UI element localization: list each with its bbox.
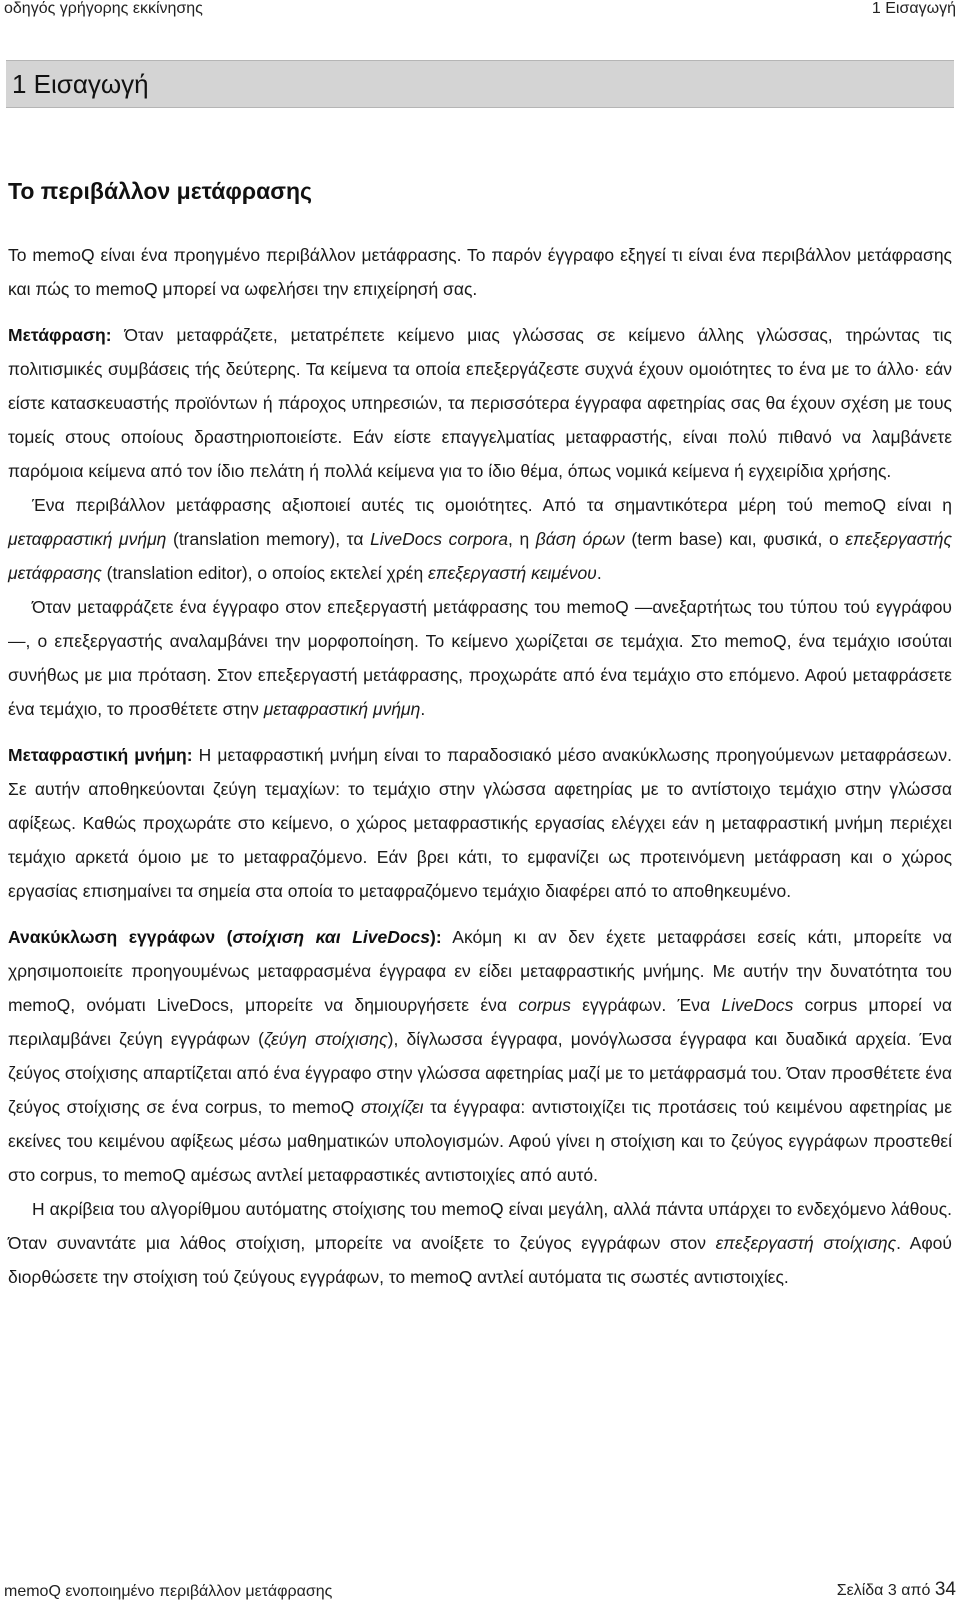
term-label: Μεταφραστική μνήμη:	[8, 745, 193, 765]
paragraph-editor: Όταν μεταφράζετε ένα έγγραφο στον επεξεργαστή μετάφρασης του memoQ —ανεξαρτήτως του τύπου τού εγγράφου—, ο επεξεργαστής αναλαμβάνει την μορφοποίηση. Το κείμενο χωρίζεται σε τεμάχια. Στο memoQ, ένα τεμάχιο ισούται συνήθως με μια πρόταση. Στον επεξεργαστή μετάφρασης, προχωράτε από ένα τεμάχιο στο επόμενο. Αφού μεταφράσετε ένα τεμάχιο, το προσθέτετε στην μεταφραστική μνήμη.	[8, 597, 952, 719]
page-header	[0, 0, 960, 24]
body-text	[8, 238, 952, 1294]
paragraph-intro: Το memoQ είναι ένα προηγμένο περιβάλλον μετάφρασης. Το παρόν έγγραφο εξηγεί τι είναι ένα περιβάλλον μετάφρασης και πώς το memoQ μπορεί να ωφελήσει την επιχείρησή σας.	[8, 245, 952, 299]
footer-product-title: memoQ ενοποιημένο περιβάλλον μετάφρασης	[4, 1583, 333, 1600]
page-footer	[0, 1575, 960, 1605]
term-label: Μετάφραση:	[8, 325, 112, 345]
header-chapter-title: 1 Εισαγωγή	[871, 0, 956, 17]
paragraph-environment: Ένα περιβάλλον μετάφρασης αξιοποιεί αυτές τις ομοιότητες. Από τα σημαντικότερα μέρη τού memoQ είναι η μεταφραστική μνήμη (translation memory), τα LiveDocs corpora, η βάση όρων (term base) και, φυσικά, ο επεξεργαστής μετάφρασης (translation editor), ο οποίος εκτελεί χρέη επεξεργαστή κειμένου.	[8, 495, 952, 583]
term-label: Ανακύκλωση εγγράφων (στοίχιση και LiveDocs):	[8, 927, 442, 947]
paragraph-alignment-accuracy: Η ακρίβεια του αλγορίθμου αυτόματης στοίχισης του memoQ είναι μεγάλη, αλλά πάντα υπάρχει το ενδεχόμενο λάθους. Όταν συναντάτε μια λάθος στοίχιση, μπορείτε να ανοίξετε το ζεύγος εγγράφων στον επεξεργαστή στοίχισης. Αφού διορθώσετε την στοίχιση τού ζεύγους εγγράφων, το memoQ αντλεί αυτόματα τις σωστές αντιστοιχίες.	[8, 1199, 952, 1287]
page-number: Σελίδα 3 από 34	[836, 1579, 956, 1600]
section-heading: Το περιβάλλον μετάφρασης	[8, 178, 312, 204]
header-document-title: οδηγός γρήγορης εκκίνησης	[4, 0, 203, 17]
paragraph-document-recycling: Ανακύκλωση εγγράφων (στοίχιση και LiveDocs): Ακόμη κι αν δεν έχετε μεταφράσει εσείς κάτι, μπορείτε να χρησιμοποιείτε προηγουμένως μεταφρασμένα έγγραφα εν είδει μεταφραστικής μνήμης. Με αυτήν την δυνατότητα του memoQ, ονόματι LiveDocs, μπορείτε να δημιουργήσετε ένα corpus εγγράφων. Ένα LiveDocs corpus μπορεί να περιλαμβάνει ζεύγη εγγράφων (ζεύγη στοίχισης), δίγλωσσα έγγραφα, μονόγλωσσα έγγραφα και δυαδικά αρχεία. Ένα ζεύγος στοίχισης απαρτίζεται από ένα έγγραφο στην γλώσσα αφετηρίας μαζί με το μετάφρασμά του. Όταν προσθέτετε ένα ζεύγος στοίχισης σε ένα corpus, το memoQ στοιχίζει τα έγγραφα: αντιστοιχίζει τις προτάσεις τού κειμένου αφετηρίας με εκείνες του κειμένου αφίξεως μέσω μαθηματικών υπολογισμών. Αφού γίνει η στοίχιση και το ζεύγος εγγράφων προστεθεί στο corpus, το memoQ αμέσως αντλεί μεταφραστικές αντιστοιχίες από αυτό.	[8, 927, 952, 1185]
paragraph-translation: Μετάφραση: Όταν μεταφράζετε, μετατρέπετε κείμενο μιας γλώσσας σε κείμενο άλλης γλώσσας, τηρώντας τις πολιτισμικές συμβάσεις τής δεύτερης. Τα κείμενα τα οποία επεξεργάζεστε συχνά έχουν ομοιότητες το ένα με το άλλο· εάν είστε κατασκευαστής προϊόντων ή πάροχος υπηρεσιών, τα περισσότερα έγγραφα αφετηρίας σας θα έχουν σχέση με τους τομείς στους οποίους δραστηριοποιείστε. Εάν είστε επαγγελματίας μεταφραστής, είναι πολύ πιθανό να λαμβάνετε παρόμοια κείμενα από τον ίδιο πελάτη ή πολλά κείμενα για το ίδιο θέμα, όπως νομικά κείμενα ή εγχειρίδια χρήσης.	[8, 325, 952, 481]
paragraph-translation-memory: Μεταφραστική μνήμη: Η μεταφραστική μνήμη είναι το παραδοσιακό μέσο ανακύκλωσης προηγούμενων μεταφράσεων. Σε αυτήν αποθηκεύονται ζεύγη τεμαχίων: το τεμάχιο στην γλώσσα αφετηρίας με το αντίστοιχο τεμάχιο στην γλώσσα αφίξεως. Καθώς προχωράτε στο κείμενο, ο χώρος μεταφραστικής εργασίας ελέγχει εάν η μεταφραστική μνήμη περιέχει τεμάχιο αρκετά όμοιο με το μεταφραζόμενο. Εάν βρει κάτι, το εμφανίζει ως προτεινόμενη μετάφραση και ο χώρος εργασίας επισημαίνει τα σημεία στα οποία το μεταφραζόμενο τεμάχιο διαφέρει από το αποθηκευμένο.	[8, 745, 953, 901]
chapter-heading: 1 Εισαγωγή	[6, 60, 954, 108]
